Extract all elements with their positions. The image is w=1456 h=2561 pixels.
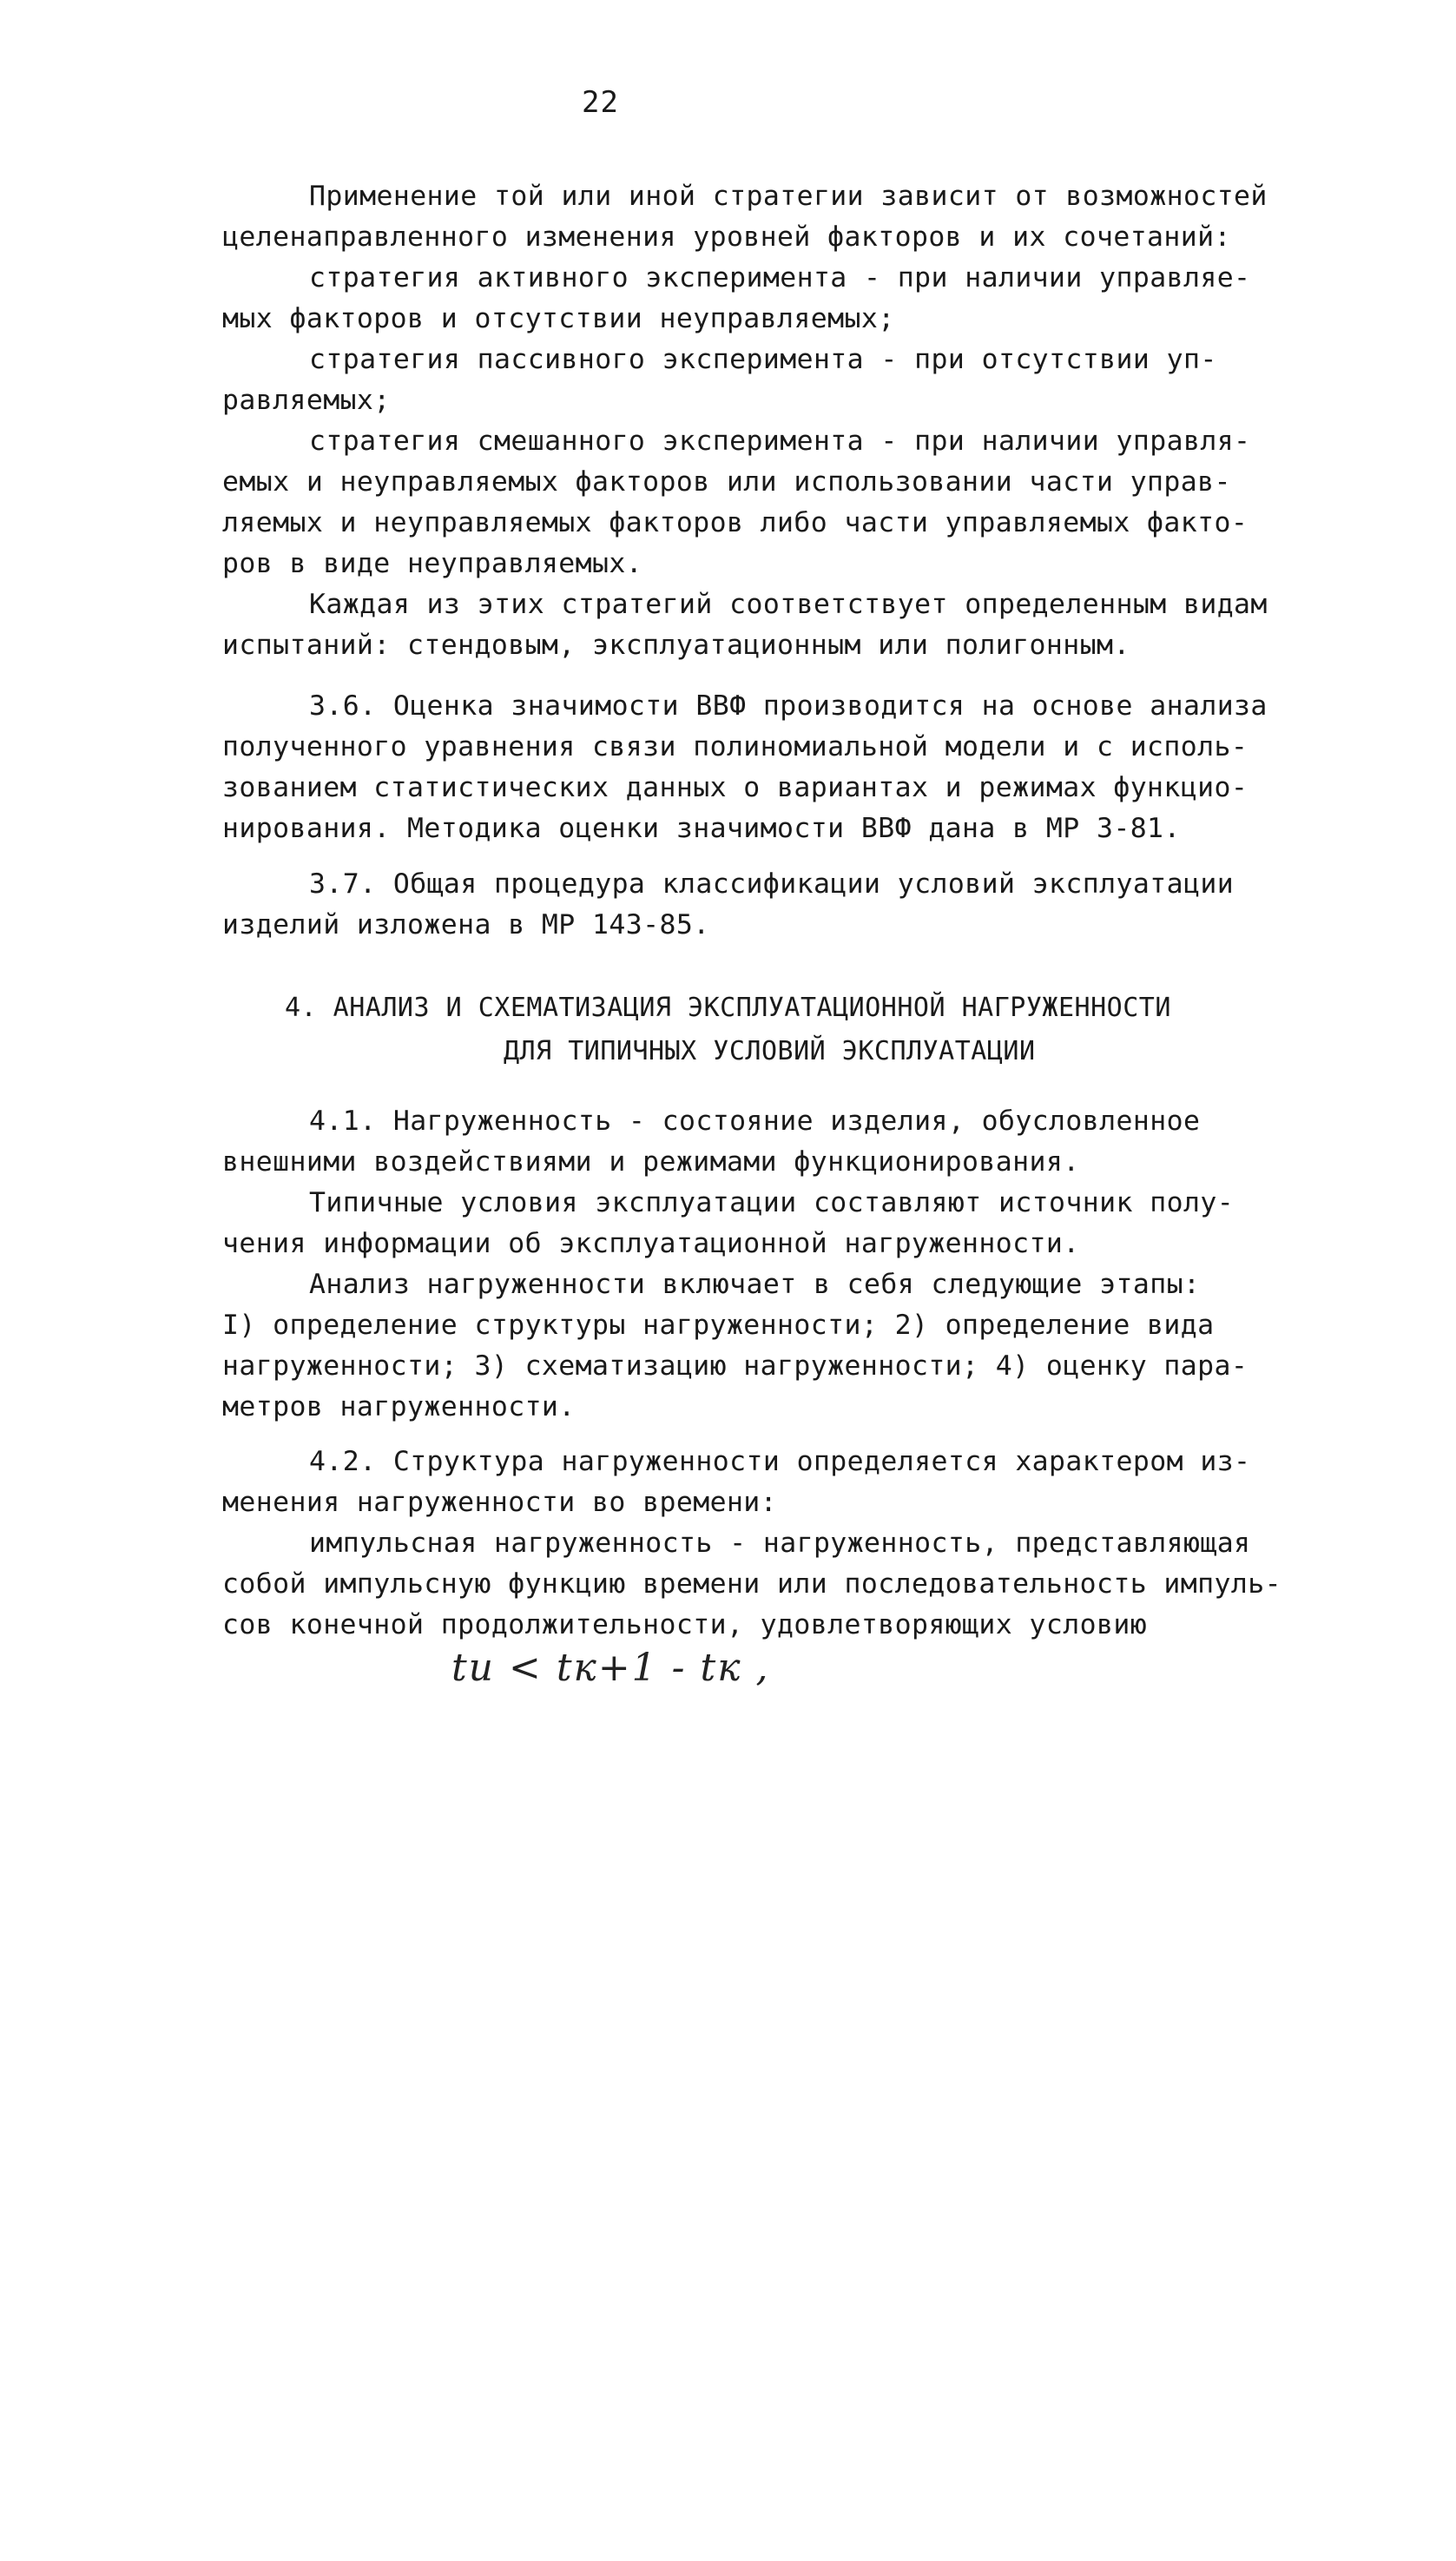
text-line: ров в виде неуправляемых. [222,548,643,579]
text-line: Анализ нагруженности включает в себя следующие этапы: [309,1269,1201,1300]
heading-line: ДЛЯ ТИПИЧНЫХ УСЛОВИЙ ЭКСПЛУАТАЦИИ [504,1036,1036,1066]
text-line: мых факторов и отсутствии неуправляемых; [222,303,895,334]
heading-line: 4. АНАЛИЗ И СХЕМАТИЗАЦИЯ ЭКСПЛУАТАЦИОННОЙ НАГРУЖЕННОСТИ [285,993,1171,1023]
text-line: чения информации об эксплуатационной нагруженности. [222,1228,1080,1259]
text-line: стратегия пассивного эксперимента - при отсутствии уп- [309,344,1217,375]
text-line: импульсная нагруженность - нагруженность, представляющая [309,1528,1251,1559]
text-line: стратегия смешанного эксперимента - при наличии управля- [309,426,1251,457]
text-line: 3.6. Оценка значимости ВВФ производится на основе анализа [309,690,1268,722]
text-line: 4.2. Структура нагруженности определяется характером из- [309,1446,1251,1477]
section-4-heading [0,987,1456,1073]
text-line: внешними воздействиями и режимами функционирования. [222,1146,1080,1178]
section-3-6-paragraph [222,686,1290,849]
section-3-7-paragraph [222,864,1290,946]
text-line: менения нагруженности во времени: [222,1487,778,1518]
strategies-paragraph [222,176,1290,666]
text-line: стратегия активного эксперимента - при наличии управляе- [309,262,1251,294]
text-line: Применение той или иной стратегии зависит от возможностей [309,181,1268,212]
text-line: Каждая из этих стратегий соответствует определенным видам [309,589,1268,620]
text-line: равляемых; [222,385,391,416]
text-line: 4.1. Нагруженность - состояние изделия, обусловленное [309,1106,1201,1137]
section-4-1-paragraph [222,1101,1290,1428]
text-line: сов конечной продолжительности, удовлетворяющих условию [222,1609,1148,1640]
text-line: целенаправленного изменения уровней факторов и их сочетаний: [222,221,1231,253]
text-line: 3.7. Общая процедура классификации условий эксплуатации [309,868,1235,900]
text-line: ляемых и неуправляемых факторов либо части управляемых факто- [222,507,1248,538]
text-line: нирования. Методика оценки значимости ВВФ дана в МР 3-81. [222,813,1181,844]
text-line: нагруженности; 3) схематизацию нагруженности; 4) оценку пара- [222,1350,1248,1382]
text-line: собой импульсную функцию времени или последовательность импуль- [222,1568,1281,1600]
text-line: метров нагруженности. [222,1391,576,1422]
handwritten-formula: tи < tк+1 - tк , [451,1646,770,1690]
text-line: емых и неуправляемых факторов или использовании части управ- [222,466,1231,498]
text-line: полученного уравнения связи полиномиальной модели и с исполь- [222,731,1248,762]
text-line: I) определение структуры нагруженности; 2) определение вида [222,1310,1215,1341]
text-line: зованием статистических данных о вариантах и режимах функцио- [222,772,1248,803]
section-4-2-paragraph [222,1442,1290,1646]
text-line: Типичные условия эксплуатации составляют источник полу- [309,1187,1235,1218]
page-number: 22 [582,85,619,120]
text-line: испытаний: стендовым, эксплуатационным или полигонным. [222,630,1130,661]
text-line: изделий изложена в МР 143-85. [222,909,710,941]
